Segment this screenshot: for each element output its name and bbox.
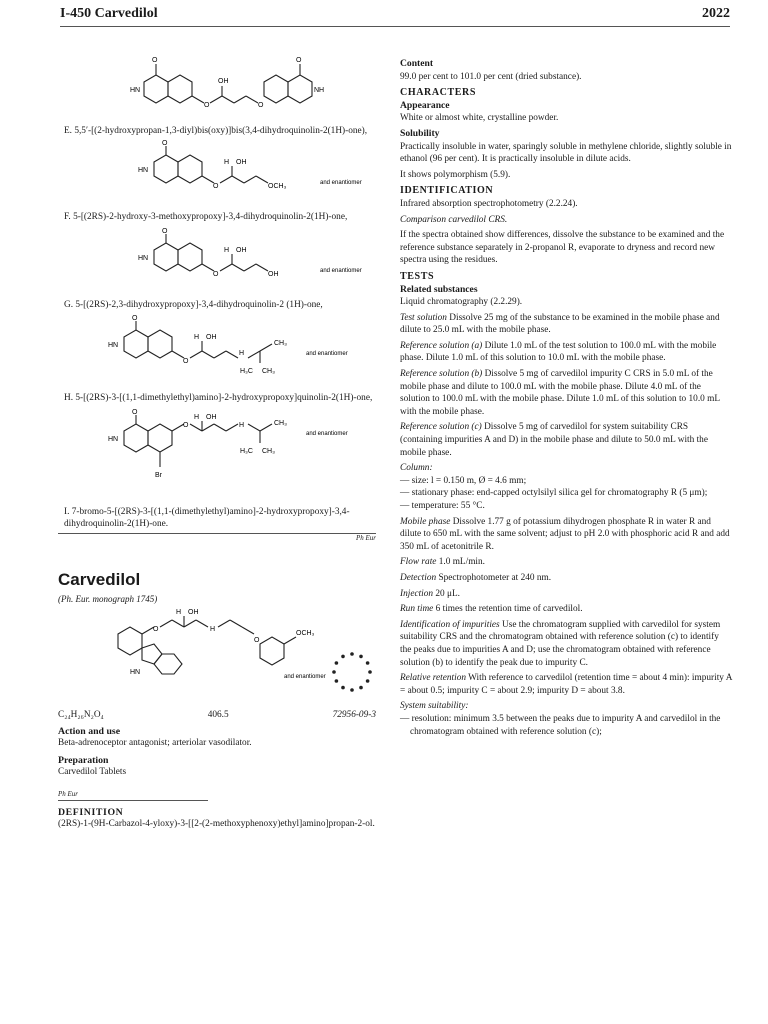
comparison-value: carvedilol CRS. <box>448 214 508 225</box>
carvedilol-och3: OCH₃ <box>296 629 315 637</box>
impurity-i-h3c: H₃C <box>240 448 253 456</box>
run-time <box>400 603 732 616</box>
impurity-h-o: O <box>132 315 138 323</box>
impurity-i-structure <box>58 405 376 505</box>
impurity-i-o2: O <box>183 422 189 430</box>
impurity-h-hn: HN <box>108 342 119 350</box>
reference-solution-c-text: Dissolve 5 mg of carvedilol for system suitability CRS (containing impurities A and D) in the mobile phase and dilute to 50.0 mL with the mobile phase. <box>400 422 708 458</box>
impurity-g-structure <box>58 224 376 298</box>
impurity-e-nh: NH <box>314 87 325 94</box>
impurity-e-structure <box>58 32 376 124</box>
impurity-i-o: O <box>132 409 138 417</box>
flow-rate-text: 1.0 mL/min. <box>438 557 485 568</box>
impurity-f-enantiomer: and enantiomer <box>320 179 362 186</box>
preparation-heading: Preparation <box>58 754 109 766</box>
column-heading: Column: <box>400 463 433 474</box>
impurity-f-hn: HN <box>138 166 149 174</box>
lc-text: Liquid chromatography (2.2.29). <box>400 297 523 308</box>
impurity-g-label: G. 5-[(2RS)-2,3-dihydroxypropoxy]-3,4-dihydroquinolin-2 (1H)-one, <box>64 299 323 310</box>
flow-rate <box>400 556 732 569</box>
run-time-text: 6 times the retention time of carvedilol. <box>435 604 583 615</box>
molecular-weight: 406.5 <box>207 709 229 720</box>
carvedilol-structure <box>58 604 376 708</box>
impurity-e-o-link2: O <box>258 102 264 109</box>
impurity-e-hn: HN <box>130 87 141 94</box>
impurity-g-enantiomer: and enantiomer <box>320 267 362 274</box>
solubility-text: Practically insoluble in water, sparingly soluble in methylene chloride, slightly soluble in ethanol (96 per cent). It is practically insoluble in dilute acids. <box>400 141 732 165</box>
tests-heading: TESTS <box>400 270 435 282</box>
mobile-phase <box>400 516 732 554</box>
impurity-f-structure <box>58 138 376 210</box>
page-header <box>60 6 730 27</box>
detection-text: Spectrophotometer at 240 nm. <box>438 572 552 583</box>
injection <box>400 588 732 601</box>
relative-retention-key: Relative retention <box>400 673 466 684</box>
impurity-i-enantiomer: and enantiomer <box>306 431 348 438</box>
content-text: 99.0 per cent to 101.0 per cent (dried substance). <box>400 71 582 82</box>
impurity-h-ch3: CH₃ <box>274 340 287 348</box>
impurity-h-label: H. 5-[(2RS)-3-[(1,1-dimethylethyl)amino]-2-hydroxypropoxy]quinolin-2(1H)-one, <box>64 393 373 404</box>
carvedilol-o2: O <box>254 636 260 644</box>
system-suitability-text: — resolution: minimum 3.5 between the peaks due to impurity A and carvedilol in the chromatogram obtained with reference solution (c); <box>400 713 721 737</box>
column-temperature: — temperature: 55 °C. <box>400 501 485 511</box>
ph-eur-end-marker: Ph Eur <box>58 533 376 542</box>
impurity-g-oh1: OH <box>236 246 247 254</box>
impurity-g-h: H <box>224 246 230 254</box>
impurity-g-hn: HN <box>138 254 149 262</box>
impurity-h-structure <box>58 311 376 391</box>
impurity-e-o-link1: O <box>204 102 210 109</box>
impurity-f-label: F. 5-[(2RS)-2-hydroxy-3-methoxypropoxy]-3,4-dihydroquinolin-2(1H)-one, <box>64 211 348 222</box>
impurity-i-nh: H <box>239 422 245 430</box>
impurity-e-o-right: O <box>296 57 302 64</box>
impurity-g-oh2: OH <box>268 270 279 278</box>
impurity-e-oh: OH <box>218 78 229 85</box>
impurity-i-ch3: CH₃ <box>274 420 287 428</box>
impurity-i-br: Br <box>155 472 162 480</box>
reference-solution-c-key: Reference solution (c) <box>400 422 482 433</box>
formula-row <box>58 710 376 720</box>
carvedilol-nh: H <box>210 625 216 633</box>
page-year: 2022 <box>702 6 730 21</box>
comparison-line <box>400 214 732 227</box>
ir-text: Infrared absorption spectrophotometry (2.2.24). <box>400 198 578 209</box>
impurity-h-ch3b: CH₃ <box>262 368 275 376</box>
impurity-f-o: O <box>162 139 168 147</box>
impurity-i-label: I. 7-bromo-5-[(2RS)-3-[(1,1-(dimethylethyl)amino]-2-hydroxypropoxy]-3,4-dihydroquinolin-2(1H)-one. <box>64 507 350 529</box>
impurity-h-nh: H <box>239 350 245 358</box>
system-suitability-heading: System suitability: <box>400 701 469 712</box>
impurity-h-o2: O <box>183 358 189 366</box>
mobile-phase-text: Dissolve 1.77 g of potassium dihydrogen phosphate R in water R and dilute to 650 mL with the same solvent; adjust to pH 2.0 with phosphoric acid R and add 350 mL of acetonitrile R. <box>400 516 730 552</box>
left-column <box>58 32 376 830</box>
related-substances-heading: Related substances <box>400 283 478 295</box>
carvedilol-oh: OH <box>188 608 199 616</box>
column-size: — size: l = 0.150 m, Ø = 4.6 mm; <box>400 475 527 486</box>
impurity-h-h3c: H₃C <box>240 368 253 376</box>
relative-retention-text: With reference to carvedilol (retention time = about 4 min): impurity A = about 0.5; impurity C = about 2.9; impurity D = about 3.8. <box>400 673 732 696</box>
carvedilol-hn: HN <box>130 668 141 676</box>
preparation-text: Carvedilol Tablets <box>58 766 127 777</box>
identification-of-impurities-text: Use the chromatogram supplied with carvedilol for system suitability CRS and the chromatogram obtained with reference solution (c) to identify the peaks due to impurities A and D; use the chromatogram obtained with reference solution (b) to identify the peak due to impurity C. <box>400 619 721 668</box>
relative-retention <box>400 672 732 697</box>
impurity-i-hn: HN <box>108 436 119 444</box>
appearance-text: White or almost white, crystalline powder. <box>400 113 559 124</box>
impurity-e-o-left: O <box>152 57 158 64</box>
reference-solution-b <box>400 368 732 418</box>
impurity-f-o2: O <box>213 182 219 190</box>
action-heading: Action and use <box>58 725 121 737</box>
reference-solution-c <box>400 421 732 459</box>
reference-solution-a-key: Reference solution (a) <box>400 340 483 351</box>
mobile-phase-key: Mobile phase <box>400 516 451 527</box>
impurity-g-o: O <box>162 227 168 235</box>
injection-text: 20 μL. <box>435 588 460 599</box>
spectra-text: If the spectra obtained show differences, dissolve the substance to be examined and the reference substance separately in 2-propanol R, evaporate to dryness and record new spectra using the residues. <box>400 230 725 266</box>
appearance-heading: Appearance <box>400 99 450 111</box>
monograph-title: Carvedilol <box>58 569 141 589</box>
polymorphism-text: It shows polymorphism (5.9). <box>400 169 511 180</box>
action-text: Beta-adrenoceptor antagonist; arteriolar vasodilator. <box>58 737 252 748</box>
carvedilol-enantiomer: and enantiomer <box>284 673 326 680</box>
reference-solution-b-text: Dissolve 5 mg of carvedilol impurity C CRS in 5.0 mL of the mobile phase and dilute to 100.0 mL with the mobile phase. Dilute 4.0 mL of the solution to 100.0 mL with the mobile phase. Dilute 1.0 mL of this solution to 10.0 mL with the mobile phase. <box>400 369 720 417</box>
ph-eur-start-marker: Ph Eur <box>58 788 208 801</box>
impurity-i-h: H <box>194 414 200 422</box>
test-solution-text: Dissolve 25 mg of the substance to be examined in the mobile phase and dilute to 25.0 mL with the mobile phase. <box>400 312 720 336</box>
detection <box>400 572 732 585</box>
impurity-g-o2: O <box>213 270 219 278</box>
impurity-i-oh: OH <box>206 414 217 422</box>
column-stationary-phase: — stationary phase: end-capped octylsilyl silica gel for chromatography R (5 μm); <box>400 488 708 499</box>
cas-number: 72956-09-3 <box>332 709 376 720</box>
detection-key: Detection <box>400 572 437 583</box>
test-solution-key: Test solution <box>400 312 447 323</box>
injection-key: Injection <box>400 588 434 599</box>
impurity-h-oh: OH <box>206 334 217 342</box>
definition-heading: DEFINITION <box>58 806 124 818</box>
impurity-h-enantiomer: and enantiomer <box>306 351 348 358</box>
monograph-block <box>58 570 376 830</box>
reference-solution-a-text: Dilute 1.0 mL of the test solution to 100.0 mL with the mobile phase. Dilute 1.0 mL of this solution to 10.0 mL with the mobile phase. <box>400 340 717 364</box>
impurity-i-ch3b: CH₃ <box>262 448 275 456</box>
identification-heading: IDENTIFICATION <box>400 185 494 197</box>
right-column <box>400 58 732 738</box>
identification-of-impurities <box>400 619 732 669</box>
impurity-f-oh: OH <box>236 158 247 166</box>
definition-text: (2RS)-1-(9H-Carbazol-4-yloxy)-3-[[2-(2-methoxyphenoxy)ethyl]amino]propan-2-ol. <box>58 818 375 829</box>
solubility-heading: Solubility <box>400 127 440 139</box>
identification-of-impurities-key: Identification of impurities <box>400 619 500 630</box>
characters-heading: CHARACTERS <box>400 87 477 99</box>
monograph-reference: (Ph. Eur. monograph 1745) <box>58 593 158 604</box>
molecular-formula: C₂₄H₂₆N₂O₄ <box>58 709 104 720</box>
flow-rate-key: Flow rate <box>400 557 437 568</box>
reference-solution-a <box>400 340 732 365</box>
impurity-h-h: H <box>194 334 200 342</box>
comparison-key: Comparison <box>400 214 446 225</box>
reference-solution-b-key: Reference solution (b) <box>400 369 483 380</box>
impurity-f-h: H <box>224 158 230 166</box>
test-solution <box>400 312 732 337</box>
run-time-key: Run time <box>400 604 434 615</box>
content-heading: Content <box>400 58 434 69</box>
ph-eur-stars-icon <box>330 650 374 694</box>
carvedilol-h: H <box>176 608 182 616</box>
impurity-f-och3: OCH₃ <box>268 182 287 190</box>
carvedilol-o1: O <box>153 625 159 633</box>
impurity-e-label: E. 5,5′-[(2-hydroxypropan-1,3-diyl)bis(oxy)]bis(3,4-dihydroquinolin-2(1H)-one), <box>64 126 368 136</box>
page-label: I-450 Carvedilol <box>60 6 158 21</box>
